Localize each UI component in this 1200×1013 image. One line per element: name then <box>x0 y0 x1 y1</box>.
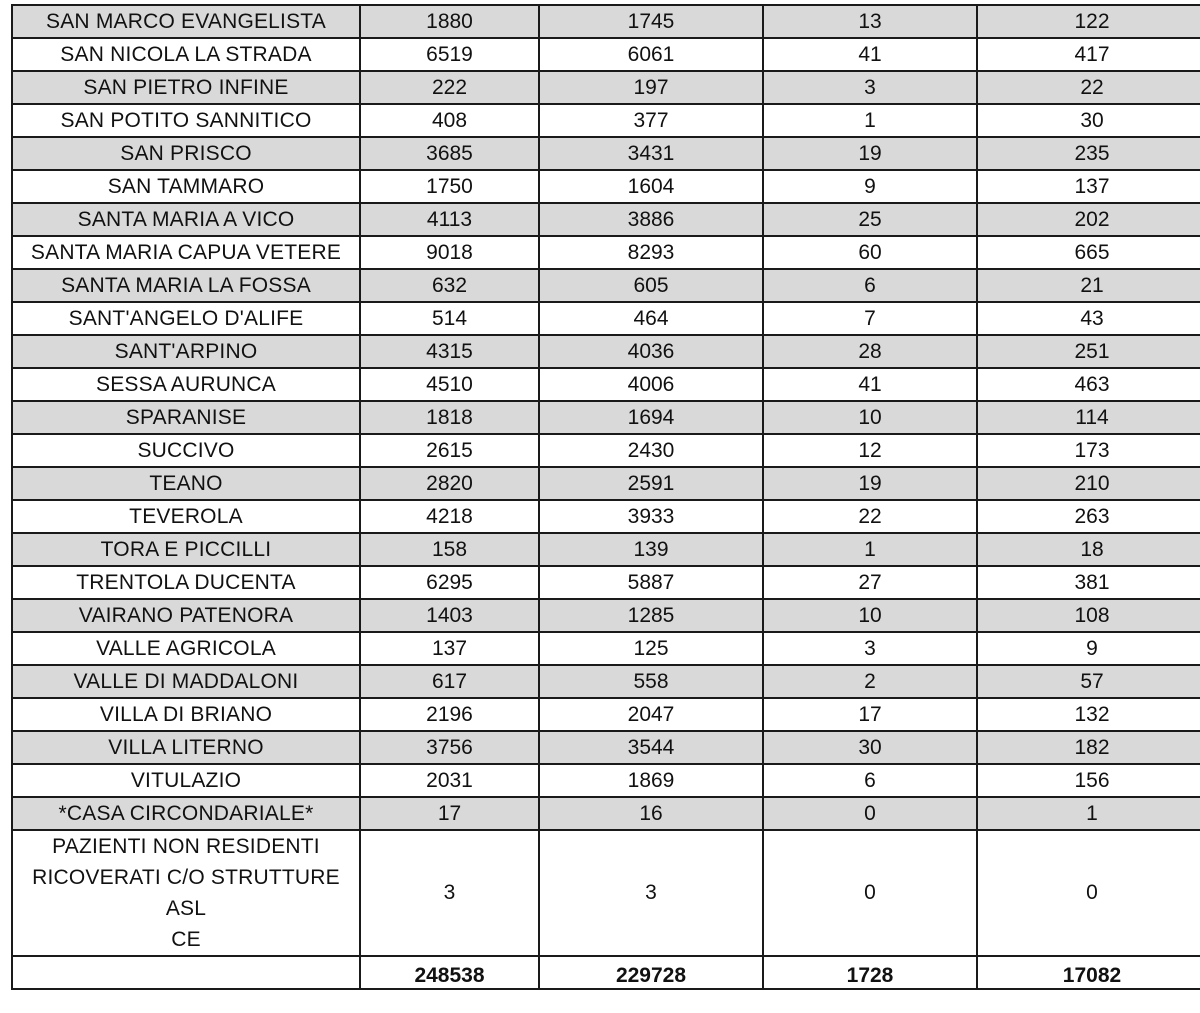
municipality-name-cell: SAN NICOLA LA STRADA <box>12 38 360 71</box>
municipality-name-cell: VILLA DI BRIANO <box>12 698 360 731</box>
municipality-name-cell: SAN TAMMARO <box>12 170 360 203</box>
nonresident-c1-cell: 3 <box>360 830 539 956</box>
value-cell-c1: 3756 <box>360 731 539 764</box>
value-cell-c3: 6 <box>763 764 977 797</box>
value-cell-c3: 10 <box>763 401 977 434</box>
table-row <box>12 236 1200 269</box>
value-cell-c3: 3 <box>763 632 977 665</box>
nonresident-name-line-1: PAZIENTI NON RESIDENTI <box>52 835 320 858</box>
nonresident-name-line-3: CE <box>171 928 201 951</box>
value-cell-c3: 10 <box>763 599 977 632</box>
value-cell-c3: 3 <box>763 71 977 104</box>
table-row <box>12 434 1200 467</box>
municipality-table <box>11 4 1200 990</box>
value-cell-c4: 21 <box>977 269 1200 302</box>
value-cell-c1: 514 <box>360 302 539 335</box>
value-cell-c3: 41 <box>763 368 977 401</box>
value-cell-c4: 665 <box>977 236 1200 269</box>
table-row <box>12 5 1200 38</box>
value-cell-c1: 6295 <box>360 566 539 599</box>
value-cell-c4: 381 <box>977 566 1200 599</box>
value-cell-c2: 605 <box>539 269 763 302</box>
value-cell-c1: 1818 <box>360 401 539 434</box>
value-cell-c3: 9 <box>763 170 977 203</box>
value-cell-c2: 8293 <box>539 236 763 269</box>
value-cell-c1: 6519 <box>360 38 539 71</box>
value-cell-c1: 137 <box>360 632 539 665</box>
value-cell-c2: 1745 <box>539 5 763 38</box>
value-cell-c4: 210 <box>977 467 1200 500</box>
table-row <box>12 71 1200 104</box>
value-cell-c1: 4315 <box>360 335 539 368</box>
value-cell-c4: 202 <box>977 203 1200 236</box>
value-cell-c1: 158 <box>360 533 539 566</box>
municipality-name-cell: TEVEROLA <box>12 500 360 533</box>
municipality-name-cell: VALLE DI MADDALONI <box>12 665 360 698</box>
value-cell-c4: 18 <box>977 533 1200 566</box>
value-cell-c1: 1750 <box>360 170 539 203</box>
value-cell-c3: 12 <box>763 434 977 467</box>
value-cell-c4: 235 <box>977 137 1200 170</box>
value-cell-c4: 108 <box>977 599 1200 632</box>
value-cell-c3: 60 <box>763 236 977 269</box>
table-row <box>12 38 1200 71</box>
municipality-name-cell: SESSA AURUNCA <box>12 368 360 401</box>
nonresident-name-cell <box>12 830 360 956</box>
municipality-name-cell: VAIRANO PATENORA <box>12 599 360 632</box>
municipality-name-cell: SAN PRISCO <box>12 137 360 170</box>
table-row <box>12 335 1200 368</box>
table-row <box>12 731 1200 764</box>
value-cell-c2: 3431 <box>539 137 763 170</box>
table-row <box>12 302 1200 335</box>
value-cell-c1: 1403 <box>360 599 539 632</box>
value-cell-c2: 3886 <box>539 203 763 236</box>
value-cell-c2: 1604 <box>539 170 763 203</box>
value-cell-c1: 3685 <box>360 137 539 170</box>
municipality-name-cell: SANTA MARIA CAPUA VETERE <box>12 236 360 269</box>
value-cell-c3: 2 <box>763 665 977 698</box>
table-row <box>12 467 1200 500</box>
value-cell-c2: 558 <box>539 665 763 698</box>
value-cell-c1: 408 <box>360 104 539 137</box>
value-cell-c1: 2820 <box>360 467 539 500</box>
value-cell-c2: 1285 <box>539 599 763 632</box>
value-cell-c4: 173 <box>977 434 1200 467</box>
totals-c1-cell: 248538 <box>360 956 539 989</box>
value-cell-c3: 1 <box>763 533 977 566</box>
value-cell-c2: 464 <box>539 302 763 335</box>
value-cell-c2: 1869 <box>539 764 763 797</box>
value-cell-c1: 617 <box>360 665 539 698</box>
municipality-name-cell: SAN PIETRO INFINE <box>12 71 360 104</box>
table-row <box>12 764 1200 797</box>
table-row <box>12 137 1200 170</box>
value-cell-c3: 19 <box>763 467 977 500</box>
municipality-name-cell: SUCCIVO <box>12 434 360 467</box>
municipality-name-cell: TORA E PICCILLI <box>12 533 360 566</box>
value-cell-c4: 132 <box>977 698 1200 731</box>
value-cell-c1: 4218 <box>360 500 539 533</box>
value-cell-c1: 2196 <box>360 698 539 731</box>
value-cell-c4: 156 <box>977 764 1200 797</box>
municipality-name-cell: VALLE AGRICOLA <box>12 632 360 665</box>
value-cell-c1: 4510 <box>360 368 539 401</box>
value-cell-c2: 4006 <box>539 368 763 401</box>
table-row <box>12 566 1200 599</box>
nonresident-c3-cell: 0 <box>763 830 977 956</box>
value-cell-c4: 463 <box>977 368 1200 401</box>
value-cell-c3: 7 <box>763 302 977 335</box>
nonresident-row <box>12 830 1200 956</box>
table-row <box>12 698 1200 731</box>
value-cell-c4: 114 <box>977 401 1200 434</box>
value-cell-c2: 125 <box>539 632 763 665</box>
value-cell-c2: 3933 <box>539 500 763 533</box>
table-row <box>12 368 1200 401</box>
table-row <box>12 104 1200 137</box>
value-cell-c3: 28 <box>763 335 977 368</box>
table-row <box>12 269 1200 302</box>
table-row <box>12 599 1200 632</box>
value-cell-c3: 30 <box>763 731 977 764</box>
value-cell-c3: 13 <box>763 5 977 38</box>
municipality-name-cell: VITULAZIO <box>12 764 360 797</box>
table-row <box>12 665 1200 698</box>
municipality-name-cell: SANT'ANGELO D'ALIFE <box>12 302 360 335</box>
municipality-name-cell: SANT'ARPINO <box>12 335 360 368</box>
value-cell-c3: 17 <box>763 698 977 731</box>
table-row <box>12 170 1200 203</box>
value-cell-c4: 417 <box>977 38 1200 71</box>
value-cell-c2: 6061 <box>539 38 763 71</box>
value-cell-c2: 377 <box>539 104 763 137</box>
nonresident-c4-cell: 0 <box>977 830 1200 956</box>
value-cell-c4: 263 <box>977 500 1200 533</box>
value-cell-c2: 2047 <box>539 698 763 731</box>
value-cell-c1: 632 <box>360 269 539 302</box>
table-row <box>12 797 1200 830</box>
table-row <box>12 533 1200 566</box>
nonresident-c2-cell: 3 <box>539 830 763 956</box>
municipality-name-cell: SAN POTITO SANNITICO <box>12 104 360 137</box>
value-cell-c1: 17 <box>360 797 539 830</box>
totals-c2-cell: 229728 <box>539 956 763 989</box>
totals-row <box>12 956 1200 989</box>
value-cell-c4: 182 <box>977 731 1200 764</box>
value-cell-c4: 22 <box>977 71 1200 104</box>
value-cell-c2: 16 <box>539 797 763 830</box>
totals-name-cell <box>12 956 360 989</box>
value-cell-c4: 1 <box>977 797 1200 830</box>
value-cell-c3: 41 <box>763 38 977 71</box>
value-cell-c3: 1 <box>763 104 977 137</box>
totals-c4-cell: 17082 <box>977 956 1200 989</box>
municipality-name-cell: SPARANISE <box>12 401 360 434</box>
value-cell-c1: 1880 <box>360 5 539 38</box>
municipality-name-cell: SAN MARCO EVANGELISTA <box>12 5 360 38</box>
municipality-name-cell: VILLA LITERNO <box>12 731 360 764</box>
value-cell-c3: 6 <box>763 269 977 302</box>
value-cell-c4: 43 <box>977 302 1200 335</box>
value-cell-c4: 57 <box>977 665 1200 698</box>
value-cell-c1: 9018 <box>360 236 539 269</box>
value-cell-c2: 1694 <box>539 401 763 434</box>
value-cell-c2: 5887 <box>539 566 763 599</box>
municipality-name-cell: TEANO <box>12 467 360 500</box>
value-cell-c3: 22 <box>763 500 977 533</box>
value-cell-c1: 4113 <box>360 203 539 236</box>
value-cell-c1: 2031 <box>360 764 539 797</box>
value-cell-c3: 27 <box>763 566 977 599</box>
value-cell-c1: 2615 <box>360 434 539 467</box>
table-row <box>12 203 1200 236</box>
table-row <box>12 500 1200 533</box>
municipality-name-cell: SANTA MARIA LA FOSSA <box>12 269 360 302</box>
value-cell-c2: 2430 <box>539 434 763 467</box>
nonresident-name-line-2: RICOVERATI C/O STRUTTURE ASL <box>32 866 340 920</box>
value-cell-c4: 137 <box>977 170 1200 203</box>
table-body <box>12 5 1200 989</box>
table-row <box>12 401 1200 434</box>
value-cell-c4: 122 <box>977 5 1200 38</box>
value-cell-c2: 3544 <box>539 731 763 764</box>
value-cell-c3: 19 <box>763 137 977 170</box>
value-cell-c1: 222 <box>360 71 539 104</box>
value-cell-c2: 197 <box>539 71 763 104</box>
value-cell-c3: 0 <box>763 797 977 830</box>
municipality-name-cell: TRENTOLA DUCENTA <box>12 566 360 599</box>
totals-c3-cell: 1728 <box>763 956 977 989</box>
value-cell-c4: 251 <box>977 335 1200 368</box>
municipality-name-cell: *CASA CIRCONDARIALE* <box>12 797 360 830</box>
table-row <box>12 632 1200 665</box>
value-cell-c3: 25 <box>763 203 977 236</box>
value-cell-c4: 30 <box>977 104 1200 137</box>
value-cell-c4: 9 <box>977 632 1200 665</box>
value-cell-c2: 2591 <box>539 467 763 500</box>
value-cell-c2: 4036 <box>539 335 763 368</box>
value-cell-c2: 139 <box>539 533 763 566</box>
municipality-name-cell: SANTA MARIA A VICO <box>12 203 360 236</box>
